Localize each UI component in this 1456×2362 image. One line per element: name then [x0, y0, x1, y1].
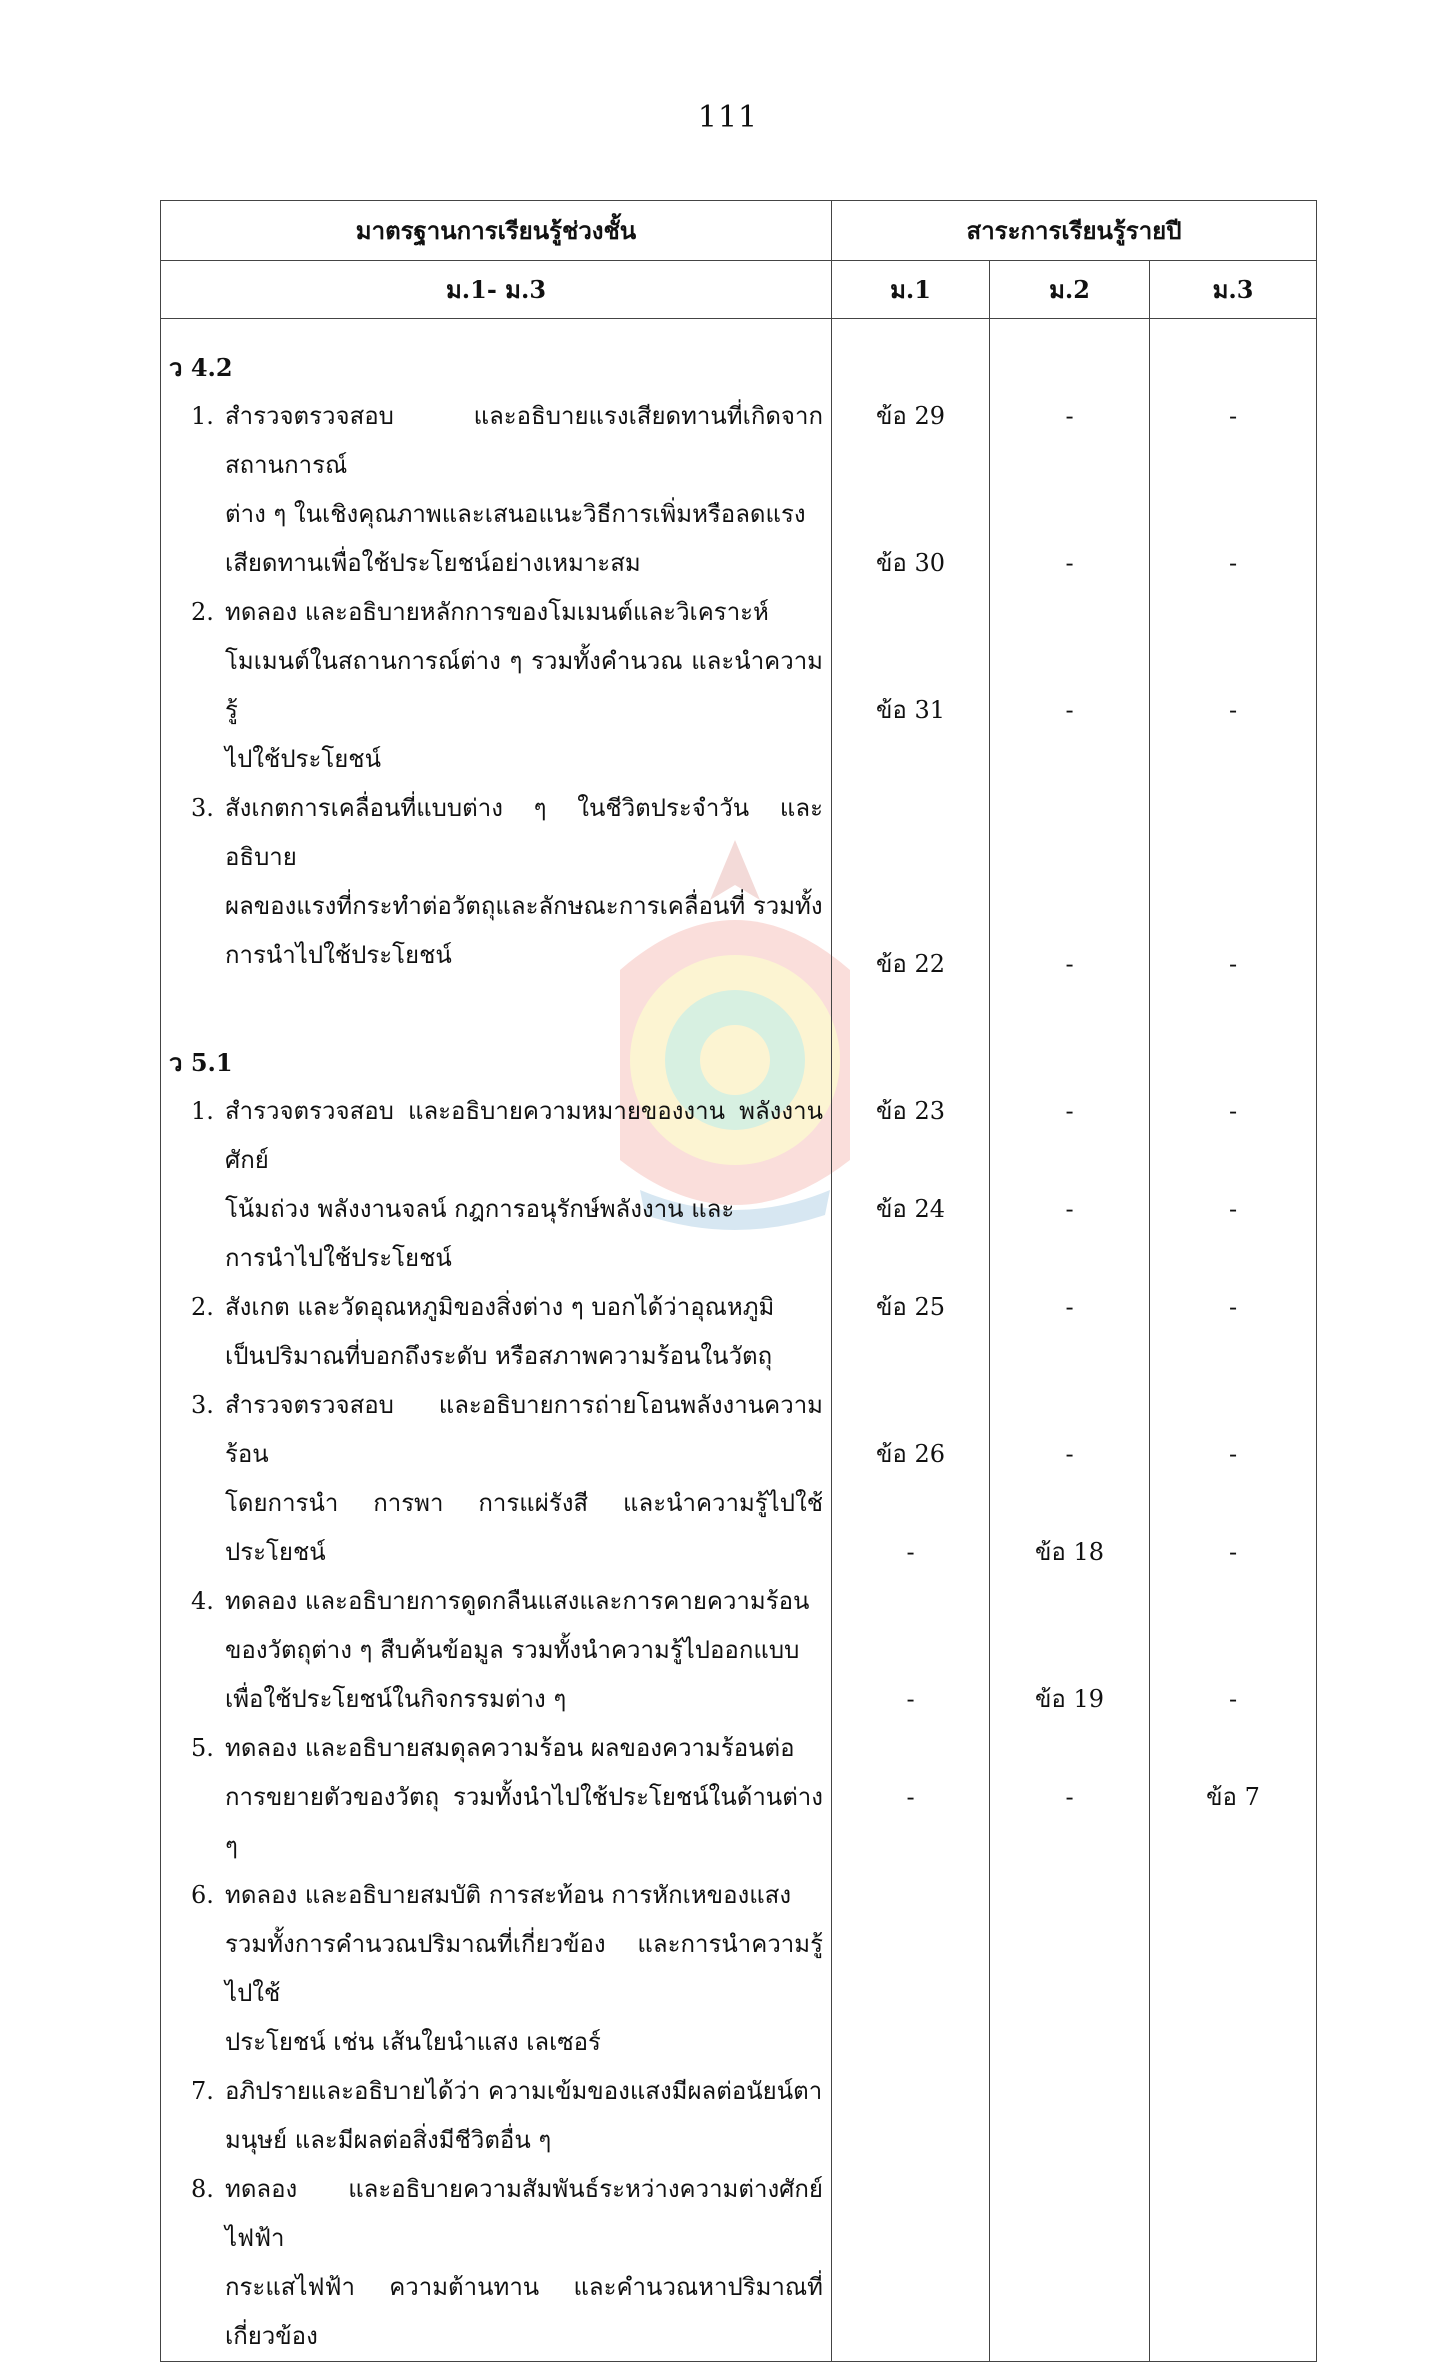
grade-cell-m2: - [1065, 950, 1074, 978]
item-text-line: การนำไปใช้ประโยชน์ [225, 1244, 452, 1272]
grade-cell-m1: ข้อ 29 [876, 402, 945, 430]
item-text-line: ทดลอง และอธิบายหลักการของโมเมนต์และวิเคราะห์ [225, 598, 769, 626]
item-number: 1. [191, 1097, 214, 1125]
standards-column [161, 319, 832, 2362]
item-text [225, 2165, 823, 2361]
grade-cell-m2: - [1065, 402, 1074, 430]
grade-cell-m1: ข้อ 31 [876, 696, 945, 724]
item-text-line: อภิปรายและอธิบายได้ว่า ความเข้มของแสงมีผลต่อนัยน์ตา [225, 2077, 823, 2105]
item-text-line: ทดลอง และอธิบายความสัมพันธ์ระหว่างความต่างศักย์ไฟฟ้า [225, 2175, 823, 2252]
grade-cell-m3: - [1228, 1097, 1238, 1125]
group-spacer [1150, 891, 1316, 940]
standard-group [169, 1038, 823, 2361]
grade-cell-m1: ข้อ 22 [876, 950, 945, 978]
group-spacer [1150, 343, 1316, 392]
item-text-line: โมเมนต์ในสถานการณ์ต่าง ๆ รวมทั้งคำนวณ และนำความรู้ [225, 647, 823, 724]
grade-cell-m3: - [1228, 1293, 1238, 1321]
group-code: ว 5.1 [169, 1048, 233, 1077]
item-text-line: สำรวจตรวจสอบ และอธิบายความหมายของงาน พลังงานศักย์ [225, 1097, 823, 1174]
standard-header: มาตรฐานการเรียนรู้ช่วงชั้น [161, 201, 832, 261]
item-text-line: ของวัตถุต่าง ๆ สืบค้นข้อมูล รวมทั้งนำความรู้ไปออกแบบ [225, 1636, 800, 1664]
item-text-line: โดยการนำ การพา การแผ่รังสี และนำความรู้ไปใช้ประโยชน์ [225, 1489, 823, 1566]
content-header: สาระการเรียนรู้รายปี [832, 201, 1317, 261]
grade-column-m3 [1150, 319, 1317, 2362]
grade-cell-m1: ข้อ 30 [876, 549, 945, 577]
item-number: 2. [191, 598, 214, 626]
grade-cell-m2: - [1065, 1195, 1074, 1223]
item-text-line: ทดลอง และอธิบายสมบัติ การสะท้อน การหักเหของแสง [225, 1881, 792, 1909]
standard-item [169, 1577, 823, 1724]
item-text-line: สำรวจตรวจสอบ และอธิบายแรงเสียดทานที่เกิดจากสถานการณ์ [225, 402, 823, 479]
group-gap [990, 833, 1149, 891]
item-text-line: รวมทั้งการคำนวณปริมาณที่เกี่ยวข้อง และการนำความรู้ไปใช้ [225, 1930, 823, 2007]
item-text-line: กระแสไฟฟ้า ความต้านทาน และคำนวณหาปริมาณที่เกี่ยวข้อง [225, 2273, 823, 2350]
grade-cell-m1: ข้อ 24 [876, 1195, 945, 1223]
grade-cell-m2: - [1065, 696, 1074, 724]
item-text [225, 1577, 823, 1724]
item-text-line: เพื่อใช้ประโยชน์ในกิจกรรมต่าง ๆ [225, 1685, 567, 1713]
standard-item [169, 784, 823, 980]
grade-column-m1 [832, 319, 990, 2362]
grade-header-m2: ม.2 [990, 261, 1150, 319]
grade-cell-m3: - [1228, 696, 1238, 724]
grade-header-m3: ม.3 [1150, 261, 1317, 319]
item-text [225, 1724, 823, 1871]
page-number: 111 [697, 100, 759, 135]
grade-cell-m3: - [1228, 1538, 1238, 1566]
item-number: 5. [191, 1734, 214, 1762]
item-number: 3. [191, 794, 214, 822]
item-text [225, 2067, 823, 2165]
grade-header-m1: ม.1 [832, 261, 990, 319]
item-text-line: ประโยชน์ เช่น เส้นใยนำแสง เลเซอร์ [225, 2028, 601, 2056]
standard-item [169, 1871, 823, 2067]
item-text [225, 1871, 823, 2067]
grade-cell-m1: ข้อ 26 [876, 1440, 945, 1468]
standard-item [169, 2165, 823, 2361]
item-text-line: ไปใช้ประโยชน์ [225, 745, 381, 773]
grade-cell-m2: - [1065, 1783, 1074, 1811]
curriculum-table [160, 200, 1317, 2362]
group-spacer [990, 343, 1149, 392]
grade-cell-m3: - [1228, 402, 1238, 430]
item-text-line: เสียดทานเพื่อใช้ประโยชน์อย่างเหมาะสม [225, 549, 641, 577]
grade-cell-m2: - [1065, 549, 1074, 577]
standard-item [169, 2067, 823, 2165]
grade-cell-m2: - [1065, 1097, 1074, 1125]
grade-cell-m3: ข้อ 7 [1206, 1783, 1260, 1811]
item-text-line: สังเกต และวัดอุณหภูมิของสิ่งต่าง ๆ บอกได้ว่าอุณหภูมิ [225, 1293, 775, 1321]
group-spacer [832, 891, 989, 940]
item-text [225, 1283, 823, 1381]
grade-cell-m3: - [1228, 950, 1238, 978]
grade-cell-m1: - [906, 1685, 915, 1713]
grade-cell-m2: ข้อ 19 [1035, 1685, 1104, 1713]
standard-item [169, 1724, 823, 1871]
standard-subheader: ม.1- ม.3 [161, 261, 832, 319]
group-gap [832, 833, 989, 891]
item-text-line: การนำไปใช้ประโยชน์ [225, 941, 452, 969]
item-number: 1. [191, 402, 214, 430]
grade-cell-m1: ข้อ 23 [876, 1097, 945, 1125]
item-text-line: การขยายตัวของวัตถุ รวมทั้งนำไปใช้ประโยชน์ในด้านต่าง ๆ [225, 1783, 823, 1860]
item-text-line: ทดลอง และอธิบายสมดุลความร้อน ผลของความร้อนต่อ [225, 1734, 795, 1762]
item-text-line: สำรวจตรวจสอบ และอธิบายการถ่ายโอนพลังงานความร้อน [225, 1391, 823, 1468]
grade-cell-m3: - [1228, 1440, 1238, 1468]
item-number: 4. [191, 1587, 214, 1615]
item-text-line: ผลของแรงที่กระทำต่อวัตถุและลักษณะการเคลื่อนที่ รวมทั้ง [225, 892, 823, 920]
item-text [225, 588, 823, 784]
item-text [225, 784, 823, 980]
item-number: 3. [191, 1391, 214, 1419]
grade-cell-m1: ข้อ 25 [876, 1293, 945, 1321]
group-code: ว 4.2 [169, 353, 233, 382]
item-number: 6. [191, 1881, 214, 1909]
item-number: 7. [191, 2077, 214, 2105]
item-text [225, 392, 823, 588]
item-text-line: มนุษย์ และมีผลต่อสิ่งมีชีวิตอื่น ๆ [225, 2126, 552, 2154]
grade-cell-m2: ข้อ 18 [1035, 1538, 1104, 1566]
grade-cell-m3: - [1228, 1685, 1238, 1713]
group-spacer [832, 343, 989, 392]
standard-item [169, 1283, 823, 1381]
standard-item [169, 1381, 823, 1577]
item-number: 2. [191, 1293, 214, 1321]
item-text-line: ทดลอง และอธิบายการดูดกลืนแสงและการคายความร้อน [225, 1587, 810, 1615]
item-text-line: สังเกตการเคลื่อนที่แบบต่าง ๆ ในชีวิตประจำวัน และอธิบาย [225, 794, 823, 871]
item-text-line: เป็นปริมาณที่บอกถึงระดับ หรือสภาพความร้อนในวัตถุ [225, 1342, 773, 1370]
item-number: 8. [191, 2175, 214, 2203]
group-spacer [990, 891, 1149, 940]
standard-item [169, 588, 823, 784]
item-text [225, 1087, 823, 1283]
standard-item [169, 392, 823, 588]
item-text-line: ต่าง ๆ ในเชิงคุณภาพและเสนอแนะวิธีการเพิ่มหรือลดแรง [225, 500, 806, 528]
standard-item [169, 1087, 823, 1283]
grade-cell-m1: - [906, 1538, 915, 1566]
grade-column-m2 [990, 319, 1150, 2362]
grade-cell-m2: - [1065, 1293, 1074, 1321]
item-text-line: โน้มถ่วง พลังงานจลน์ กฎการอนุรักษ์พลังงาน และ [225, 1195, 735, 1223]
grade-cell-m1: - [906, 1783, 915, 1811]
standard-group [169, 343, 823, 980]
grade-cell-m2: - [1065, 1440, 1074, 1468]
grade-cell-m3: - [1228, 1195, 1238, 1223]
item-text [225, 1381, 823, 1577]
grade-cell-m3: - [1228, 549, 1238, 577]
group-gap [1150, 833, 1316, 891]
